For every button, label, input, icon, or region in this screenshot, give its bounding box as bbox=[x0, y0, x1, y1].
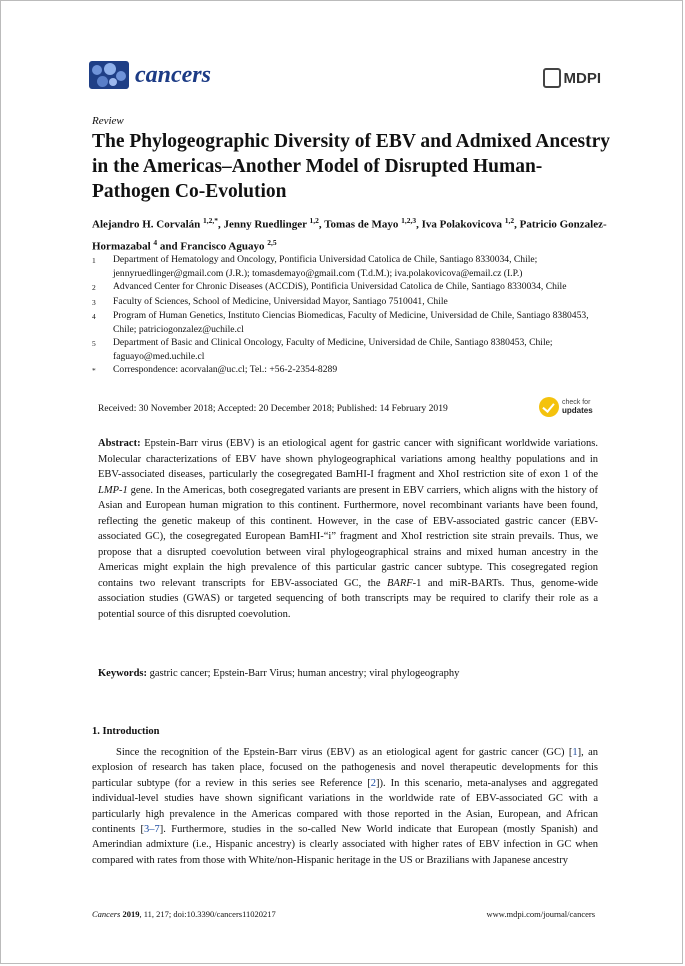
author-separator: , bbox=[218, 218, 224, 231]
publication-dates: Received: 30 November 2018; Accepted: 20 December 2018; Published: 14 February 2019 bbox=[98, 403, 448, 414]
abstract-label: Abstract: bbox=[98, 438, 141, 449]
affiliation-number: 4 bbox=[92, 312, 96, 321]
affiliation-item bbox=[92, 336, 612, 363]
affiliation-number: * bbox=[92, 366, 96, 375]
citation-link[interactable]: 2 bbox=[370, 777, 377, 789]
publisher-logo[interactable] bbox=[543, 68, 602, 88]
citation-link[interactable]: 1 bbox=[572, 747, 578, 758]
introduction-paragraph bbox=[92, 745, 598, 868]
author-separator: , bbox=[416, 218, 422, 231]
affiliation-item bbox=[92, 309, 612, 336]
keywords bbox=[98, 668, 598, 679]
journal-name: cancers bbox=[135, 61, 211, 88]
gene-name: BARF bbox=[387, 577, 413, 589]
body-text: ], an explosion of research has taken place, focused on the pathogenesis and novel therapeutic developments for this particular subtype (for a review in this series see Reference [ bbox=[92, 747, 598, 789]
author-affiliation-marker: 2,5 bbox=[267, 237, 277, 247]
affiliation-item bbox=[92, 295, 612, 310]
footer-doi[interactable]: , 11, 217; doi:10.3390/cancers11020217 bbox=[139, 909, 276, 919]
author-separator: , bbox=[318, 218, 325, 231]
author-affiliation-marker: 1,2 bbox=[309, 216, 319, 225]
affiliation-number: 5 bbox=[92, 339, 96, 348]
check-for-updates-label bbox=[562, 399, 593, 416]
author-affiliation-marker: 1,2,* bbox=[203, 216, 219, 225]
abstract bbox=[98, 436, 598, 622]
footer-url[interactable]: www.mdpi.com/journal/cancers bbox=[486, 909, 595, 919]
author-name[interactable]: Iva Polakovicova bbox=[421, 218, 502, 231]
badge-line1: check for bbox=[562, 398, 591, 406]
article-title: The Phylogeographic Diversity of EBV and Admixed Ancestry in the Americas–Another Model of Disrupted Human-Pathogen Co-Evolution bbox=[92, 131, 611, 202]
affiliation-item bbox=[92, 280, 612, 295]
journal-logo[interactable] bbox=[89, 61, 211, 89]
author-separator: and bbox=[157, 240, 181, 253]
author-name[interactable]: Francisco Aguayo bbox=[180, 240, 265, 253]
author-name[interactable]: Patricio Gonzalez-Hormazabal bbox=[92, 218, 607, 253]
author-affiliation-marker: 1,2,3 bbox=[401, 216, 417, 225]
affiliation-text: Department of Basic and Clinical Oncology, Faculty of Medicine, Universidad de Chile, Santiago 8380453, Chile; faguayo@med.uchile.cl bbox=[113, 337, 553, 362]
affiliation-text: Faculty of Sciences, School of Medicine, Universidad Mayor, Santiago 7510041, Chile bbox=[113, 295, 448, 307]
correspondence-text: Correspondence: acorvalan@uc.cl; Tel.: +56-2-2354-8289 bbox=[113, 364, 338, 375]
affiliation-list bbox=[92, 253, 612, 378]
body-text: Since the recognition of the Epstein-Barr virus (EBV) as an etiological agent for gastric cancer (GC) [ bbox=[116, 747, 573, 758]
article-type: Review bbox=[92, 115, 124, 127]
check-for-updates-badge[interactable] bbox=[539, 397, 593, 417]
author-name[interactable]: Alejandro H. Corvalán bbox=[92, 218, 201, 231]
affiliation-number: 1 bbox=[92, 256, 96, 265]
author-separator: , bbox=[514, 218, 520, 231]
body-text: ]. Furthermore, studies in the so-called New World indicate that European (mostly Spanish) and Amerindian admixture (i.e., Hispanic ancestry) is clearly associated with higher rates of EBV infection in GC when compared with rates from those with White/non-Hispanic heritage in the US or Brazilians with Japanese ancestry bbox=[92, 824, 598, 866]
author-name[interactable]: Jenny Ruedlinger bbox=[223, 218, 307, 231]
correspondence-item bbox=[92, 363, 612, 378]
publisher-name: MDPI bbox=[563, 69, 601, 87]
check-for-updates-icon bbox=[539, 397, 559, 417]
keywords-label: Keywords: bbox=[98, 668, 147, 679]
gene-name: LMP-1 bbox=[98, 484, 128, 496]
author-affiliation-marker: 1,2 bbox=[504, 216, 515, 225]
author-list bbox=[92, 212, 612, 255]
footer-citation bbox=[92, 909, 276, 919]
journal-header bbox=[89, 61, 601, 101]
footer-journal: Cancers bbox=[92, 909, 121, 919]
keywords-text: gastric cancer; Epstein-Barr Virus; human ancestry; viral phylogeography bbox=[147, 668, 460, 679]
body-text: ]). In this scenario, meta-analyses and aggregated individual-level studies have shown significant variations in the worldwide rate of EBV-associated GC with a particularly high prevalence in the Americas compared with those reported in the Asian, European, and African continents [ bbox=[92, 777, 598, 836]
author-affiliation-marker: 4 bbox=[153, 237, 158, 247]
citation-link[interactable]: 3–7 bbox=[144, 824, 160, 836]
cancers-cell-logo-icon bbox=[89, 61, 129, 89]
author-name[interactable]: Tomas de Mayo bbox=[324, 218, 399, 231]
badge-line2: updates bbox=[562, 405, 593, 415]
affiliation-text: Advanced Center for Chronic Diseases (ACCDiS), Pontificia Universidad Catolica de Chile, Santiago 8330034, Chile bbox=[113, 281, 567, 292]
affiliation-number: 3 bbox=[92, 297, 96, 307]
abstract-text: gene. In the Americas, both cosegregated variants are present in EBV carriers, which aligns with the history of Asian and European human migration to this continent. Furthermore, novel recombinant variants have been found, reflecting the genetic makeup of this continent. However, in the case of EBV-associated gastric cancer (EBV-associated GC), the cosegregated European BamHI-“i” fragment and XhoI restriction site strain prevails. Thus, we propose that a disrupted coevolution between viral phylogeographical strains and mixed human ancestry in the Americas might explain the high prevalence of this particular gastric cancer subtype. This cosegregated region contains two relevant transcripts for EBV-associated GC, the bbox=[98, 484, 598, 589]
affiliation-text: Program of Human Genetics, Instituto Ciencias Biomedicas, Faculty of Medicine, Universidad de Chile, Santiago 8380453, Chile; patriciogonzalez@uchile.cl bbox=[113, 310, 589, 335]
affiliation-number: 2 bbox=[92, 283, 96, 292]
affiliation-item bbox=[92, 253, 612, 280]
mdpi-hexagon-icon bbox=[543, 68, 561, 88]
footer-year: 2019 bbox=[122, 909, 140, 919]
affiliation-text: Department of Hematology and Oncology, Pontificia Universidad Catolica de Chile, Santiago 8330034, Chile; jennyruedlinger@gmail.com (J.R.); tomasdemayo@gmail.com (T.d.M.); iva.polakovicova@email.cz (I.P.) bbox=[113, 254, 538, 279]
abstract-text: Epstein-Barr virus (EBV) is an etiological agent for gastric cancer with significant worldwide variations. Molecular characterizations of EBV have shown phylogeographical variations among healthy populations and in EBV-associated diseases, particularly the cosegregated BamHI-I fragment and XhoI restriction site of exon 1 of the bbox=[98, 438, 598, 480]
section-heading: 1. Introduction bbox=[92, 726, 160, 737]
abstract-text: -1 and miR-BARTs. Thus, genome-wide association studies (GWAS) or targeted sequencing of both transcripts may be required to clarify their role as a potential source of this disrupted coevolution. bbox=[98, 577, 598, 620]
